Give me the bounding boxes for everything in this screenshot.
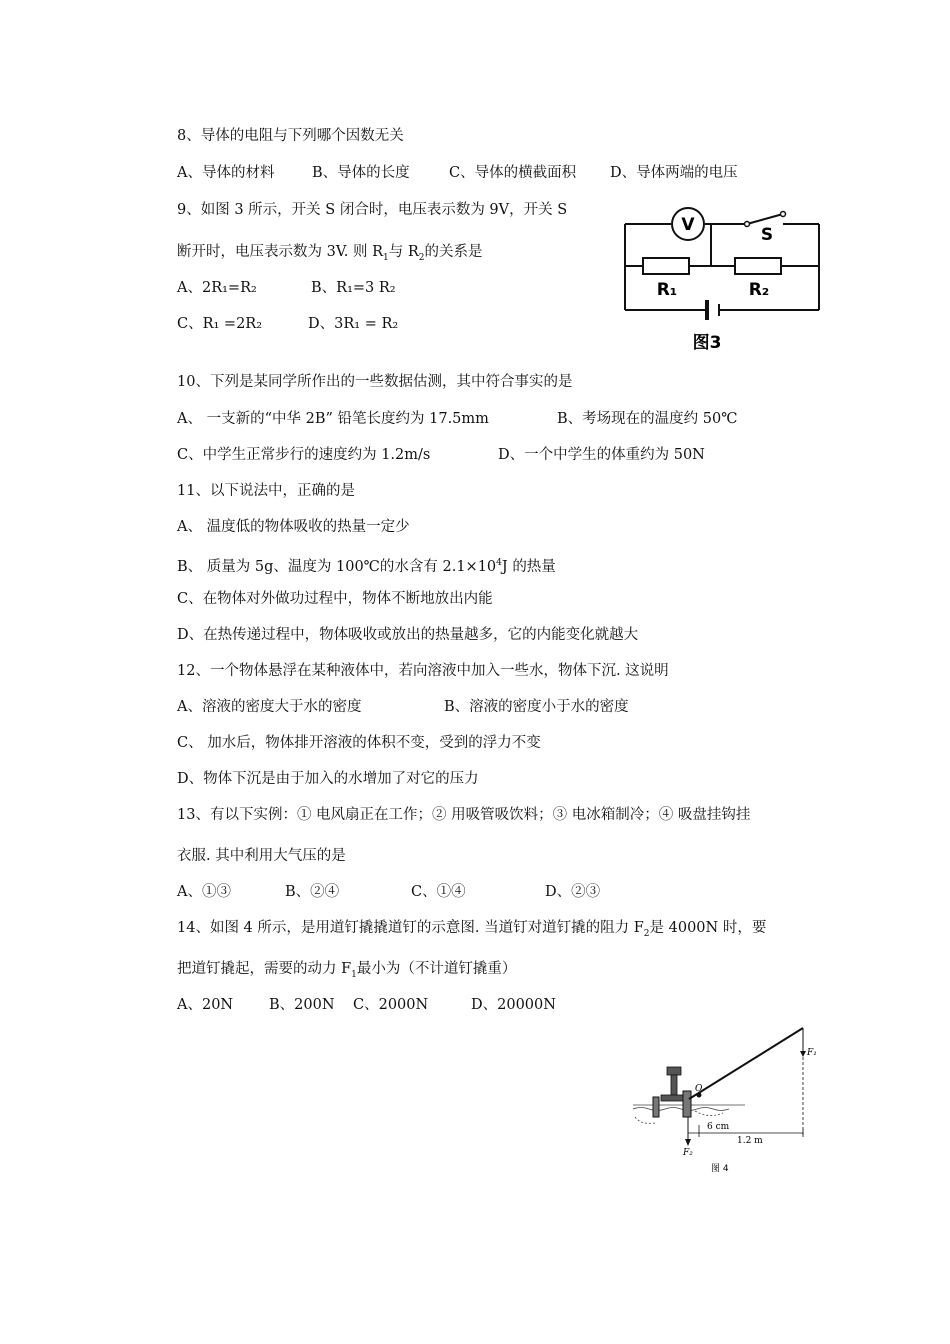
crowbar-lever xyxy=(689,1028,803,1099)
switch-contact-icon xyxy=(745,222,750,227)
q11-stem: 11、以下说法中，正确的是 xyxy=(177,483,355,499)
figure-3-caption: 图3 xyxy=(692,333,722,353)
q14-option-d: D、20000N xyxy=(471,997,556,1013)
f1-arrowhead-icon xyxy=(800,1051,806,1057)
q13-option-d: D、②③ xyxy=(545,884,601,900)
q11-option-c: C、在物体对外做功过程中，物体不断地放出内能 xyxy=(177,591,493,607)
q11-option-b-text: B、 质量为 5g、温度为 100℃的水含有 2.1×10 xyxy=(177,558,497,575)
q13-option-c: C、①④ xyxy=(411,884,466,900)
q13-stem-line1: 13、有以下实例：① 电风扇正在工作；② 用吸管吸饮料；③ 电冰箱制冷；④ 吸盘挂钩挂 xyxy=(177,807,751,823)
q14-stem-line1 xyxy=(177,918,766,944)
circuit-diagram xyxy=(615,200,830,355)
switch-label: S xyxy=(760,225,774,245)
q9-option-b: B、R₁=3 R₂ xyxy=(311,280,396,296)
f1-label: F₁ xyxy=(807,1048,817,1058)
q12-option-a: A、溶液的密度大于水的密度 xyxy=(177,699,362,715)
q9-stem-text-mid: 与 R xyxy=(388,244,419,260)
resistor-r1 xyxy=(643,258,689,274)
q12-stem: 12、一个物体悬浮在某种液体中，若向溶液中加入一些水，物体下沉. 这说明 xyxy=(177,663,669,679)
r2-label: R₂ xyxy=(748,280,770,300)
q9-option-a: A、2R₁=R₂ xyxy=(177,280,257,296)
figure-4-crowbar xyxy=(625,1025,825,1185)
q13-option-a: A、①③ xyxy=(177,884,231,900)
q8-option-c: C、导体的横截面积 xyxy=(449,165,577,181)
f2-arrowhead-icon xyxy=(685,1139,691,1146)
o-label: O xyxy=(695,1084,703,1094)
crowbar-diagram xyxy=(625,1025,825,1185)
long-arm-label: 1.2 m xyxy=(737,1136,763,1146)
q9-stem-text: 断开时，电压表示数为 3V. 则 R xyxy=(177,244,384,260)
q14-stem-text-end: 是 4000N 时，要 xyxy=(649,920,767,936)
q14-stem-line2 xyxy=(177,959,516,985)
q14-stem-text2: 把道钉撬起，需要的动力 F xyxy=(177,961,352,977)
q8-option-d: D、导体两端的电压 xyxy=(610,165,738,181)
q10-options-cd xyxy=(177,445,705,465)
figure-4-caption: 图 4 xyxy=(711,1164,729,1174)
q14-stem-subscript: 2 xyxy=(643,928,650,939)
q9-option-d: D、3R₁ = R₂ xyxy=(308,316,399,332)
q12-option-d: D、物体下沉是由于加入的水增加了对它的压力 xyxy=(177,771,479,787)
q10-option-d: D、一个中学生的体重约为 50N xyxy=(498,447,705,463)
q8-option-a: A、导体的材料 xyxy=(177,165,275,181)
q8-options xyxy=(177,163,738,183)
q11-option-d: D、在热传递过程中，物体吸收或放出的热量越多，它的内能变化就越大 xyxy=(177,627,639,643)
switch-contact-icon xyxy=(781,212,786,217)
q11-option-b-exponent: 4 xyxy=(496,558,502,568)
q10-option-a: A、 一支新的“中华 2B” 铅笔长度约为 17.5mm xyxy=(177,411,489,427)
q14-stem-text2-end: 最小为（不计道钉撬重） xyxy=(356,961,517,977)
q9-stem-line2: 断开时，电压表示数为 3V. 则 $R_1$与 $R_2$的关系是 xyxy=(177,244,483,263)
q9-options-ab xyxy=(177,278,396,298)
q11-option-b xyxy=(177,553,556,577)
q9-stem-text-end: 的关系是 xyxy=(424,244,483,260)
voltmeter-label: V xyxy=(681,215,695,235)
q14-options xyxy=(177,995,556,1015)
q12-option-c: C、 加水后，物体排开溶液的体积不变，受到的浮力不变 xyxy=(177,735,541,751)
q14-option-b: B、200N xyxy=(269,997,335,1013)
q8-option-b: B、导体的长度 xyxy=(312,165,410,181)
q14-option-c: C、2000N xyxy=(353,997,429,1013)
q10-options-ab xyxy=(177,409,737,429)
q11-option-b-text-end: J 的热量 xyxy=(501,558,556,575)
q10-option-c: C、中学生正常步行的速度约为 1.2m/s xyxy=(177,447,431,463)
q12-option-b: B、溶液的密度小于水的密度 xyxy=(444,699,629,715)
q13-stem-line2: 衣服. 其中利用大气压的是 xyxy=(177,848,346,864)
q14-stem-subscript2: 1 xyxy=(351,969,357,980)
q14-option-a: A、20N xyxy=(177,997,234,1013)
figure-3-circuit xyxy=(615,200,830,355)
resistor-r2 xyxy=(735,258,781,274)
q10-stem: 10、下列是某同学所作出的一些数据估测，其中符合事实的是 xyxy=(177,374,573,390)
f2-label: F₂ xyxy=(683,1148,693,1158)
q9-stem-line1: 9、如图 3 所示，开关 S 闭合时，电压表示数为 9V，开关 S xyxy=(177,202,568,218)
short-arm-label: 6 cm xyxy=(707,1122,730,1132)
q13-options xyxy=(177,882,600,902)
q9-option-c: C、R₁ =2R₂ xyxy=(177,316,263,332)
q12-options-ab xyxy=(177,697,629,717)
q9-options-cd xyxy=(177,314,398,334)
q14-stem-text: 14、如图 4 所示，是用道钉撬撬道钉的示意图. 当道钉对道钉撬的阻力 F xyxy=(177,920,644,936)
q10-option-b: B、考场现在的温度约 50℃ xyxy=(557,411,738,427)
r1-label: R₁ xyxy=(656,280,678,300)
q11-option-a: A、 温度低的物体吸收的热量一定少 xyxy=(177,519,410,535)
q8-stem: 8、导体的电阻与下列哪个因数无关 xyxy=(177,128,404,144)
q13-option-b: B、②④ xyxy=(285,884,340,900)
